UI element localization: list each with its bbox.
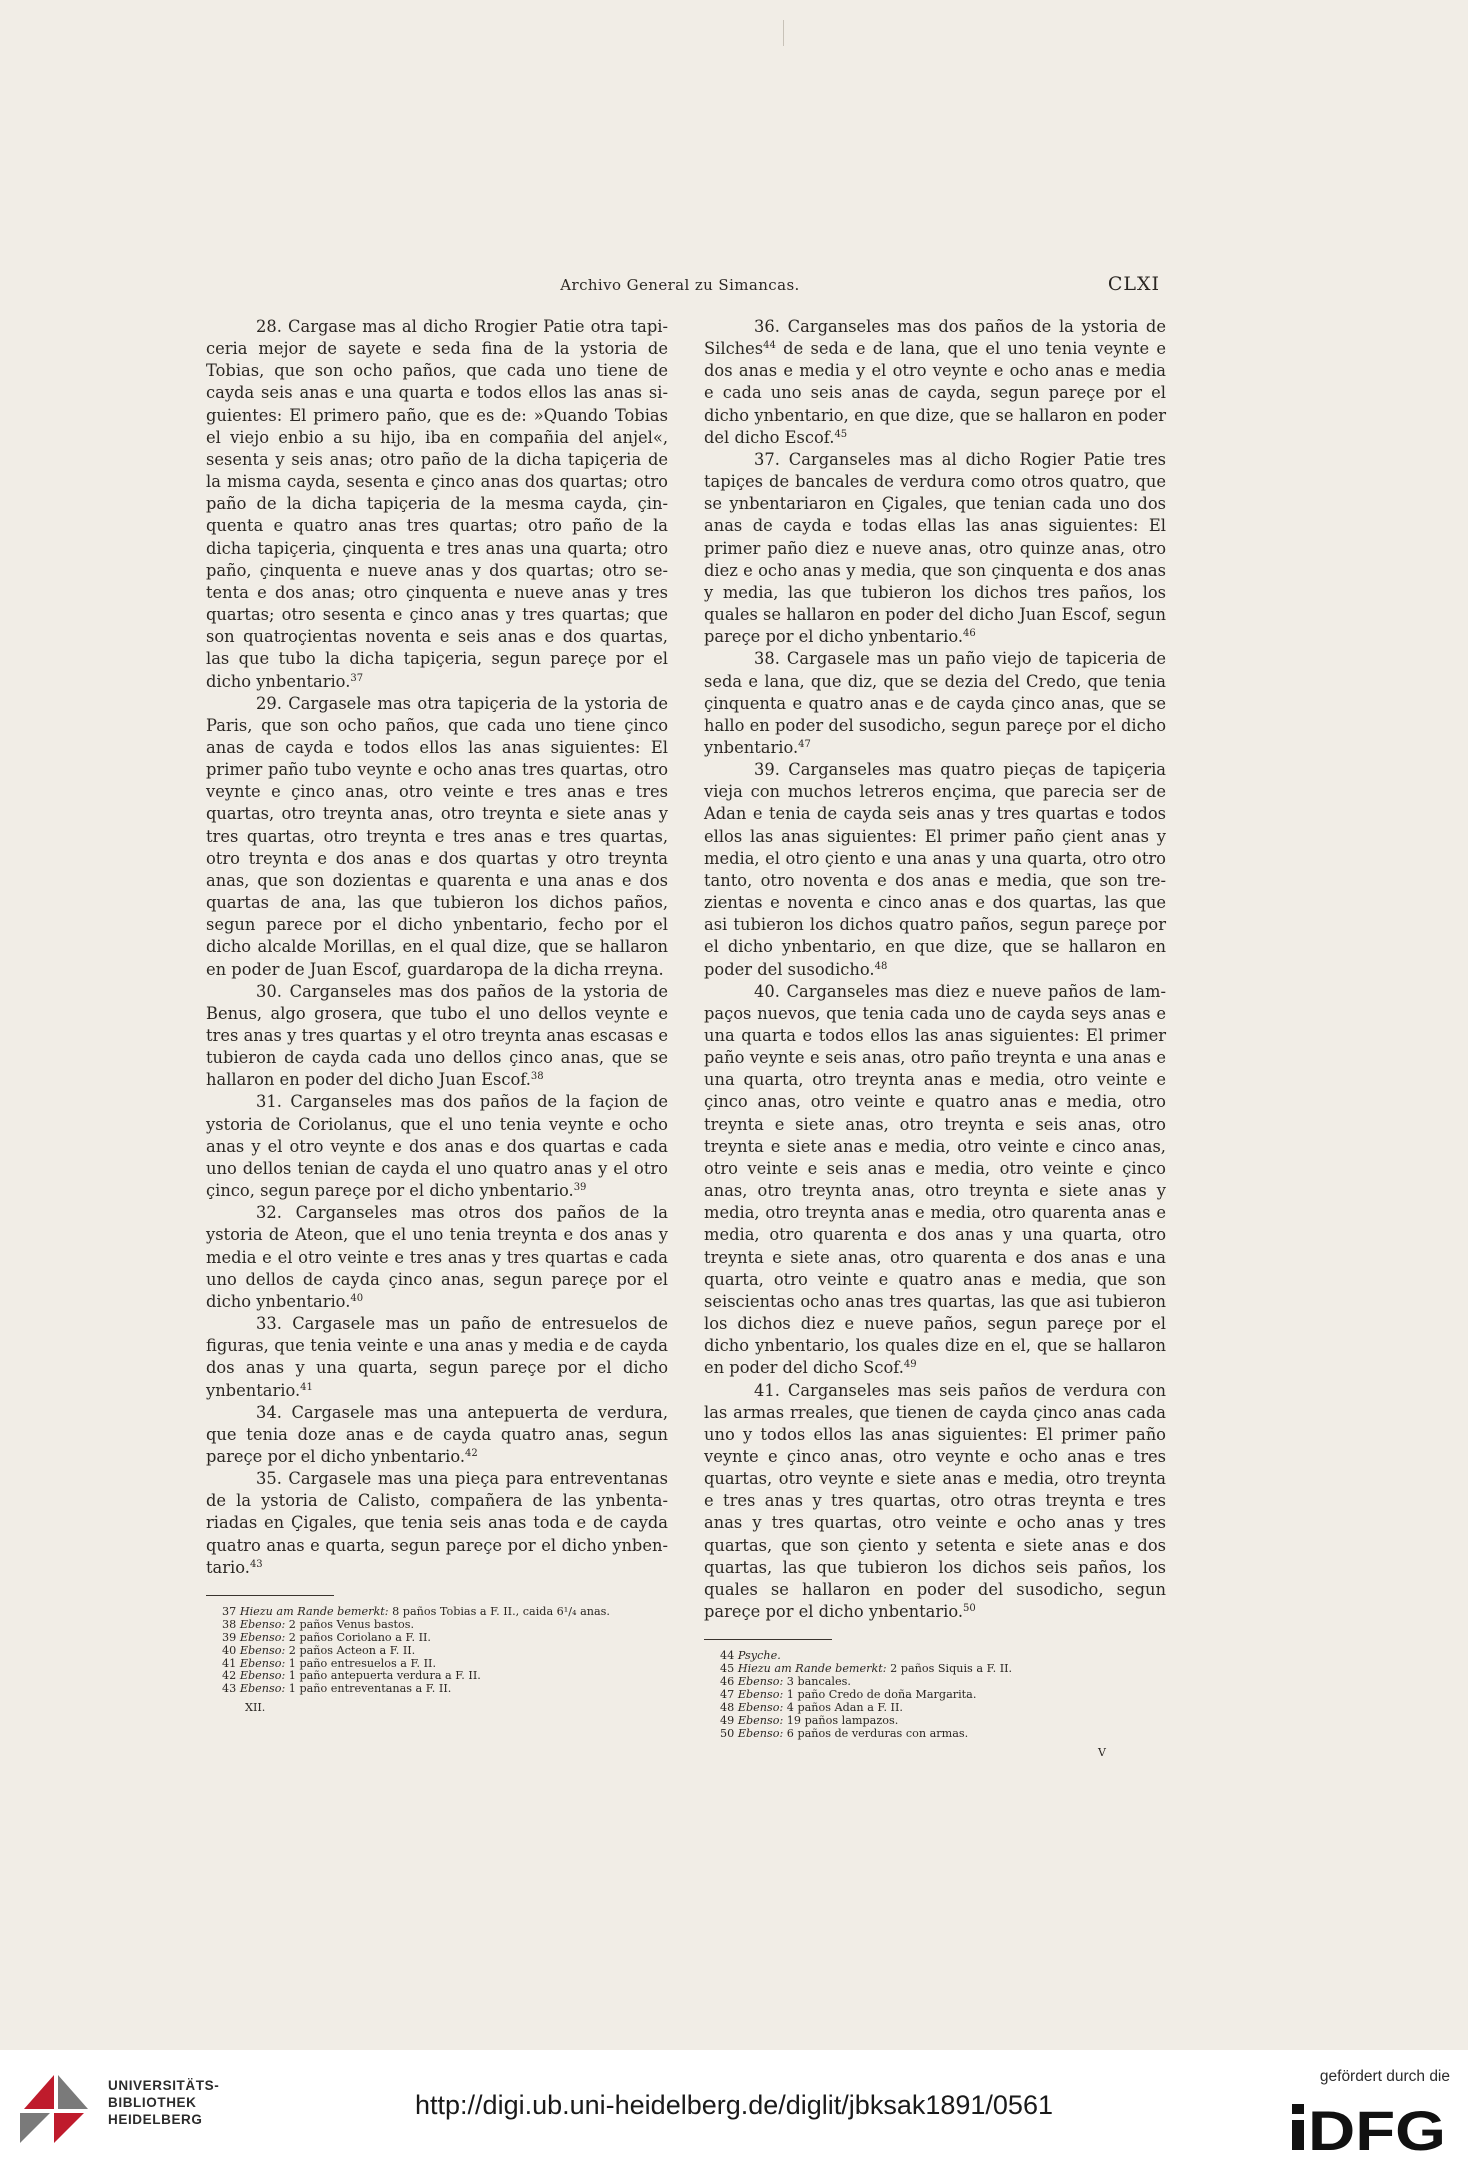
- footnote: 48 Ebenso: 4 paños Adan a F. II.: [720, 1700, 903, 1714]
- library-name: UNIVERSITÄTS- BIBLIOTHEK HEIDELBERG: [108, 2078, 220, 2127]
- footnote-ref: 50: [963, 1603, 976, 1615]
- permalink-url[interactable]: http://digi.ub.uni-heidelberg.de/diglit/jbksak1891/0561: [415, 2090, 1053, 2120]
- footnote: 38 Ebenso: 2 paños Venus bastos.: [222, 1617, 415, 1631]
- entry-36: [704, 316, 1166, 449]
- footnote-ref: 45: [834, 428, 848, 440]
- footnotes-left: [206, 1606, 668, 1696]
- entry-text: 31. Carganseles mas dos paños de la façion de ystoria de Coriolanus, que el uno tenia veynte e ocho anas y el otro veynte e dos anas e dos quartas e cada uno dellos tenian de cayda el uno quatro anas y el otro çinco, segun pareçe por el dicho ynbentario.: [206, 1092, 668, 1201]
- entry-38: [704, 648, 1166, 759]
- entry-text: 36. Carganseles mas dos paños de la ystoria de Silches: [704, 317, 1166, 359]
- entry-28: [206, 316, 668, 693]
- entry-31: [206, 1091, 668, 1202]
- entry-39: [704, 759, 1166, 981]
- entry-29: [206, 693, 668, 981]
- footnote: 46 Ebenso: 3 bancales.: [720, 1675, 851, 1689]
- footnote: 40 Ebenso: 2 paños Acteon a F. II.: [222, 1643, 416, 1657]
- entry-text: 35. Cargasele mas una pieça para entreventanas de la ystoria de Calisto, compañera de las ynbentariadas en Çigales, que tenia seis anas toda e de cayda quatro anas e quarta, segun pareçe por el dicho ynbentario.: [206, 1469, 668, 1577]
- footnote-ref: 42: [465, 1447, 478, 1459]
- folio-number: CLXI: [1107, 273, 1160, 295]
- entry-text: 28. Cargase mas al dicho Rrogier Patie otra tapiceria mejor de sayete e seda fina de la ystoria de Tobias, que son ocho paños, que cada uno tiene de cayda seis anas e una quarta e todos ellos las anas siguientes: El primero paño, que es de: »Quando Tobias el viejo enbio a su hijo, iba en compañia del anjel«, sesenta y seis anas; otro paño de la dicha tapiçeria de la misma cayda, sesenta e çinco anas dos quartas; otro paño de la dicha tapiçeria de la mesma cayda, çinquenta e quatro anas tres quartas; otro paño de la dicha tapiçeria, çinquenta e tres anas una quarta; otro paño, çinquenta e nueve anas y dos quartas; otro setenta e dos anas; otro çinquenta e nueve anas y tres quartas; otro sesenta e çinco anas y tres quartas; que son quatroçientas noventa e seis anas e dos quartas, las que tubo la dicha tapiçeria, segun pareçe por el dicho ynbentario.: [206, 317, 668, 691]
- entry-text: 32. Carganseles mas otros dos paños de la ystoria de Ateon, que el uno tenia treynta e dos anas y media e el otro veinte e tres anas y tres quartas e cada uno dellos de cayda çinco anas, segun pareçe por el dicho ynbentario.: [206, 1203, 668, 1311]
- running-title: Archivo General zu Simancas.: [560, 276, 800, 294]
- footnote-ref: 41: [300, 1381, 313, 1393]
- footnote-ref: 37: [350, 672, 364, 684]
- dfg-logo-text: DFG: [1308, 2100, 1446, 2154]
- entry-35: [206, 1468, 668, 1579]
- entry-text: 38. Cargasele mas un paño viejo de tapiceria de seda e lana, que diz, que se dezia del Credo, que tenia çinquenta e quatro anas e de cayda çinco anas, que se hallo en poder del susodicho, segun pareçe por el dicho ynbentario.: [704, 649, 1166, 757]
- entry-41: [704, 1380, 1166, 1624]
- footnote: 44 Psyche.: [720, 1649, 781, 1663]
- entry-33: [206, 1313, 668, 1402]
- footnote: 49 Ebenso: 19 paños lampazos.: [720, 1713, 899, 1727]
- gutter-mark: [783, 20, 784, 46]
- footnote-rule: [704, 1639, 832, 1640]
- footnote: 50 Ebenso: 6 paños de verduras con armas.: [720, 1726, 969, 1740]
- entry-text: 29. Cargasele mas otra tapiçeria de la ystoria de Paris, que son ocho paños, que cada uno tiene çinco anas de cayda e todos ellos las anas siguientes: El primer paño tubo veynte e ocho anas tres quartas, otro veynte e çinco anas, otro veinte e tres anas e tres quartas, otro treynta anas, otro treynta e siete anas y tres quartas, otro treynta e tres anas e tres quartas, otro treynta e dos anas e dos quartas y otro treynta anas, que son dozientas e quarenta e una anas e dos quartas de ana, las que tubieron los dichos paños, segun parece por el dicho ynbentario, fecho por el dicho alcalde Morillas, en el qual dize, que se hallaron en poder de Juan Escof, guardaropa de la dicha rreyna.: [206, 693, 668, 979]
- running-head: [200, 268, 1160, 302]
- signature-mark: XII.: [245, 1701, 266, 1715]
- signature-mark: V: [1098, 1745, 1106, 1759]
- entry-text: 34. Cargasele mas una antepuerta de verdura, que tenia doze anas e de cayda quatro anas, segun pareçe por el dicho ynbentario.: [206, 1402, 668, 1466]
- footnote-rule: [206, 1595, 334, 1596]
- dfg-logo-icon: [1292, 2100, 1448, 2154]
- entry-text: de seda e de lana, que el uno tenia veynte e dos anas e media y el otro veynte e ocho anas e media e cada uno seis anas de cayda, segun pareçe por el dicho ynbentario, en que dize, que se hallaron en poder del dicho Escof.: [704, 339, 1166, 447]
- entry-text: 33. Cargasele mas un paño de entresuelos de figuras, que tenia veinte e una anas y media e de cayda dos anas y una quarta, segun pareçe por el dicho ynbentario.: [206, 1314, 668, 1400]
- footnote: 37 Hiezu am Rande bemerkt: 8 paños Tobias a F. II., caida 6¹/₄ anas.: [222, 1604, 610, 1618]
- entry-34: [206, 1402, 668, 1468]
- footnote: 45 Hiezu am Rande bemerkt: 2 paños Siquis a F. II.: [720, 1662, 1013, 1676]
- entry-37: [704, 449, 1166, 648]
- footnotes-right: [704, 1650, 1166, 1740]
- footer-bar: [0, 2050, 1468, 2169]
- footnote-ref: 39: [573, 1182, 587, 1194]
- footnote-ref: 47: [798, 738, 811, 750]
- entry-text: 40. Carganseles mas diez e nueve paños de lampaços nuevos, que tenia cada uno de cayda seys anas e una quarta e todos ellos las anas siguientes: El primer paño veynte e seis anas, otro paño treynta e una anas e una quarta, otro treynta anas e media, otro veinte e çinco anas, otro veinte e quatro anas e media, otro treynta e siete anas, otro treynta e seis anas, otro treynta e siete anas e media, otro veinte e cinco anas, otro veinte e seis anas e media, otro veinte e çinco anas, otro treynta anas, otro treynta e siete anas y media, otro treynta anas e media, otro quarenta anas e media, otro quarenta e dos anas y una quarta, otro treynta e siete anas, otro quarenta e dos anas e una quarta, otro veinte e quatro anas e media, que son seiscientas ocho anas tres quartas, las que asi tubieron los dichos diez e nueve paños, segun pareçe por el dicho ynbentario, los quales dize en el, que se hallaron en poder del dicho Scof.: [704, 981, 1166, 1378]
- footnote: 39 Ebenso: 2 paños Coriolano a F. II.: [222, 1630, 431, 1644]
- footnote-ref: 49: [903, 1359, 917, 1371]
- footnote: 47 Ebenso: 1 paño Credo de doña Margarita.: [720, 1687, 977, 1701]
- right-column: [704, 316, 1166, 1764]
- footnote-ref: 46: [963, 628, 976, 640]
- footnote-ref: 48: [874, 960, 888, 972]
- left-column: [206, 316, 668, 1719]
- footnote: 43 Ebenso: 1 paño entreventanas a F. II.: [222, 1682, 452, 1696]
- entry-32: [206, 1202, 668, 1313]
- footnote: 42 Ebenso: 1 paño antepuerta verdura a F. II.: [222, 1669, 481, 1683]
- entry-text: 39. Carganseles mas quatro pieças de tapiçeria vieja con muchos letreros ençima, que parecia ser de Adan e tenia de cayda seis anas y tres quartas e todos ellos las anas siguientes: El primer paño çient anas y media, el otro çiento e una anas y una quarta, otro otro tanto, otro noventa e dos anas e media, que son trezientas e noventa e cinco anas e dos quartas, las que asi tubieron los dichos quatro paños, segun pareçe por el dicho ynbentario, en que dize, que se hallaron en poder del susodicho.: [704, 760, 1166, 979]
- entry-text: 30. Carganseles mas dos paños de la ystoria de Benus, algo grosera, que tubo el uno dellos veynte e tres anas y tres quartas y el otro treynta anas escasas e tubieron de cayda cada uno dellos çinco anas, que se hallaron en poder del dicho Juan Escof.: [206, 981, 668, 1090]
- university-library-logo-icon: [14, 2069, 94, 2149]
- entry-text: 37. Carganseles mas al dicho Rogier Patie tres tapiçes de bancales de verdura como otros quatro, que se ynbentariaron en Çigales, que tenian cada uno dos anas de cayda e todas ellas las anas siguientes: El primer paño diez e nueve anas, otro quinze anas, otro diez e ocho anas y media, que son çinquenta e dos anas y media, las que tubieron los dichos tres paños, los quales se hallaron en poder del dicho Juan Escof, segun pareçe por el dicho ynbentario.: [704, 449, 1166, 647]
- footnote-ref: 44: [763, 340, 776, 352]
- footnote-ref: 40: [350, 1292, 364, 1304]
- entry-30: [206, 981, 668, 1092]
- entry-text: 41. Carganseles mas seis paños de verdura con las armas rreales, que tienen de cayda çinco anas cada uno y todos ellos las anas siguientes: El primer paño veynte e çinco anas, otro veynte e ocho anas e tres quartas, otro veynte e siete anas e media, otro treynta e tres anas y tres quartas, otro otras treynta e tres anas y tres quartas, otro veinte e ocho anas y tres quartas, que son çiento y setenta e siete anas e dos quartas, las que tubieron los dichos seis paños, los quales se hallaron en poder del susodicho, segun pareçe por el dicho ynbentario.: [704, 1380, 1166, 1622]
- entry-40: [704, 981, 1166, 1380]
- footnote: 41 Ebenso: 1 paño entresuelos a F. II.: [222, 1656, 437, 1670]
- footnote-ref: 38: [530, 1071, 544, 1083]
- funded-by-label: gefördert durch die: [1319, 2068, 1450, 2085]
- footnote-ref: 43: [249, 1558, 263, 1570]
